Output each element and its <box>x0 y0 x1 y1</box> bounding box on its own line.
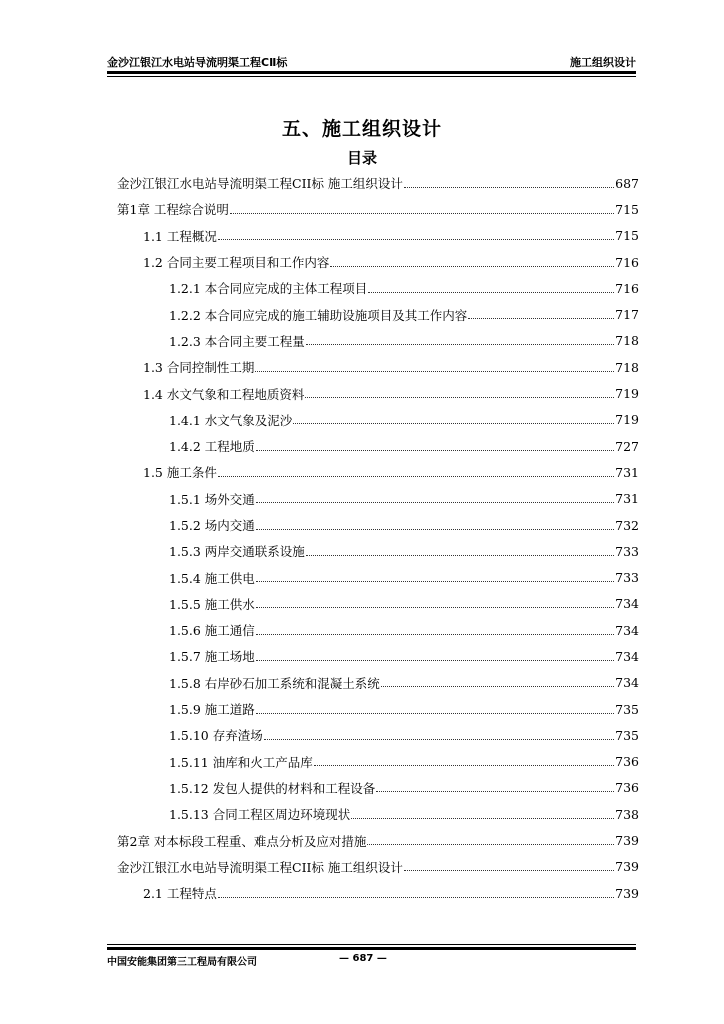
toc-entry[interactable] <box>117 827 639 853</box>
toc-entry-page: 719 <box>615 412 639 428</box>
toc-entry[interactable] <box>117 643 639 669</box>
toc-entry-label: 1.5.12 发包人提供的材料和工程设备 <box>169 780 376 796</box>
toc-leader-dots <box>256 705 614 714</box>
toc-entry-page: 718 <box>615 359 639 375</box>
toc-entry[interactable] <box>117 407 639 433</box>
toc-entry-page: 715 <box>615 228 639 244</box>
toc-entry-label: 金沙江银江水电站导流明渠工程CII标 施工组织设计 <box>117 176 403 192</box>
toc-leader-dots <box>314 757 614 766</box>
table-of-contents <box>117 170 639 906</box>
toc-entry-page: 736 <box>615 754 639 770</box>
toc-entry-page: 716 <box>615 280 639 296</box>
header-project-title: 金沙江银江水电站导流明渠工程CⅡ标 <box>107 56 288 69</box>
toc-entry-page: 719 <box>615 386 639 402</box>
toc-entry-label: 1.4.2 工程地质 <box>169 439 255 455</box>
toc-leader-dots <box>218 231 614 240</box>
toc-entry[interactable] <box>117 196 639 222</box>
toc-entry-label: 1.5.4 施工供电 <box>169 570 255 586</box>
toc-entry-label: 1.5.2 场内交通 <box>169 518 255 533</box>
toc-entry-page: 734 <box>615 675 639 691</box>
toc-entry-label: 1.5.1 场外交通 <box>169 491 255 507</box>
toc-leader-dots <box>218 889 614 898</box>
toc-leader-dots <box>468 310 614 319</box>
header-rule-thick <box>107 71 636 74</box>
toc-entry-page: 739 <box>615 885 639 901</box>
toc-leader-dots <box>306 336 614 345</box>
toc-entry-page: 739 <box>615 833 639 849</box>
toc-leader-dots <box>293 415 614 424</box>
toc-entry-page: 718 <box>615 333 639 349</box>
toc-entry-label: 1.5 施工条件 <box>143 465 217 481</box>
toc-entry-page: 715 <box>615 201 639 217</box>
toc-entry-page: 717 <box>615 307 639 323</box>
toc-leader-dots <box>404 179 614 188</box>
toc-leader-dots <box>256 626 614 635</box>
toc-entry-page: 716 <box>615 254 639 270</box>
footer-rule-thick <box>107 947 636 950</box>
toc-entry[interactable] <box>117 880 639 906</box>
toc-entry-page: 738 <box>615 806 639 822</box>
toc-entry-label: 1.2.2 本合同应完成的施工辅助设施项目及其工作内容 <box>169 307 468 323</box>
toc-entry-label: 2.1 工程特点 <box>143 886 217 902</box>
footer-rule-thin <box>107 944 636 945</box>
toc-entry[interactable] <box>117 170 639 196</box>
toc-entry-page: 734 <box>615 596 639 612</box>
toc-entry-page: 732 <box>615 517 639 533</box>
toc-entry[interactable] <box>117 617 639 643</box>
toc-leader-dots <box>305 389 614 398</box>
toc-entry-label: 1.5.10 存弃渣场 <box>169 728 263 744</box>
toc-heading: 目录 <box>346 149 377 167</box>
toc-leader-dots <box>230 205 614 214</box>
toc-entry[interactable] <box>117 512 639 538</box>
toc-entry[interactable] <box>117 459 639 485</box>
toc-leader-dots <box>330 258 614 267</box>
footer-page-number: — 687 — <box>339 953 387 964</box>
toc-leader-dots <box>367 836 614 845</box>
toc-leader-dots <box>381 678 614 687</box>
toc-entry[interactable] <box>117 801 639 827</box>
toc-entry-page: 735 <box>615 727 639 743</box>
toc-entry-page: 727 <box>615 438 639 454</box>
toc-leader-dots <box>306 547 614 556</box>
toc-leader-dots <box>218 468 614 477</box>
toc-entry-page: 736 <box>615 780 639 796</box>
toc-entry-label: 1.5.9 施工道路 <box>169 702 255 718</box>
toc-leader-dots <box>256 521 614 530</box>
toc-entry[interactable] <box>117 854 639 880</box>
toc-entry-label: 1.5.11 油库和火工产品库 <box>169 754 313 770</box>
toc-entry[interactable] <box>117 275 639 301</box>
toc-entry[interactable] <box>117 696 639 722</box>
toc-entry-label: 1.5.6 施工通信 <box>169 623 255 639</box>
toc-leader-dots <box>256 494 614 503</box>
toc-entry-label: 1.4.1 水文气象及泥沙 <box>169 412 293 428</box>
toc-entry-label: 1.2 合同主要工程项目和工作内容 <box>143 255 330 271</box>
toc-entry[interactable] <box>117 670 639 696</box>
toc-entry-page: 731 <box>615 464 639 480</box>
toc-entry-label: 1.2.3 本合同主要工程量 <box>169 333 305 349</box>
toc-entry[interactable] <box>117 249 639 275</box>
toc-entry-label: 1.2.1 本合同应完成的主体工程项目 <box>169 281 368 297</box>
toc-entry-page: 739 <box>615 859 639 875</box>
toc-entry[interactable] <box>117 301 639 327</box>
toc-entry[interactable] <box>117 486 639 512</box>
toc-leader-dots <box>256 442 614 451</box>
toc-entry[interactable] <box>117 564 639 590</box>
toc-entry[interactable] <box>117 328 639 354</box>
toc-entry-page: 733 <box>615 570 639 586</box>
toc-leader-dots <box>255 363 614 372</box>
toc-entry[interactable] <box>117 538 639 564</box>
toc-leader-dots <box>256 573 614 582</box>
toc-entry-label: 第2章 对本标段工程重、难点分析及应对措施 <box>117 833 367 849</box>
toc-entry-label: 1.5.3 两岸交通联系设施 <box>169 544 305 560</box>
toc-leader-dots <box>376 783 614 792</box>
toc-entry[interactable] <box>117 722 639 748</box>
toc-entry-page: 687 <box>615 175 639 191</box>
toc-entry[interactable] <box>117 223 639 249</box>
toc-entry-label: 1.5.13 合同工程区周边环境现状 <box>169 807 351 823</box>
toc-leader-dots <box>264 731 614 740</box>
page-footer <box>107 953 636 971</box>
toc-entry[interactable] <box>117 591 639 617</box>
toc-entry[interactable] <box>117 775 639 801</box>
toc-entry-page: 731 <box>615 491 639 507</box>
toc-leader-dots <box>368 284 614 293</box>
toc-entry-page: 734 <box>615 622 639 638</box>
toc-entry-label: 金沙江银江水电站导流明渠工程CII标 施工组织设计 <box>117 859 403 875</box>
header-rule-thin <box>107 76 636 77</box>
header-section-title: 施工组织设计 <box>570 56 636 69</box>
toc-entry-label: 1.3 合同控制性工期 <box>143 360 255 376</box>
toc-entry-label: 1.5.5 施工供水 <box>169 596 255 612</box>
toc-entry-label: 1.4 水文气象和工程地质资料 <box>143 386 305 402</box>
toc-entry-label: 1.5.7 施工场地 <box>169 649 255 665</box>
page-header <box>107 52 636 72</box>
toc-entry[interactable] <box>117 354 639 380</box>
footer-company: 中国安能集团第三工程局有限公司 <box>107 957 257 968</box>
toc-leader-dots <box>256 599 614 608</box>
toc-entry[interactable] <box>117 749 639 775</box>
toc-entry[interactable] <box>117 380 639 406</box>
toc-entry-label: 1.1 工程概况 <box>143 228 217 244</box>
toc-entry-label: 第1章 工程综合说明 <box>117 202 229 218</box>
toc-entry-page: 734 <box>615 648 639 664</box>
toc-leader-dots <box>256 652 614 661</box>
toc-entry[interactable] <box>117 433 639 459</box>
toc-entry-label: 1.5.8 右岸砂石加工系统和混凝土系统 <box>169 675 380 691</box>
toc-entry-page: 733 <box>615 543 639 559</box>
toc-leader-dots <box>404 862 614 871</box>
toc-entry-page: 735 <box>615 701 639 717</box>
toc-leader-dots <box>351 810 614 819</box>
page-title: 五、施工组织设计 <box>281 118 442 140</box>
